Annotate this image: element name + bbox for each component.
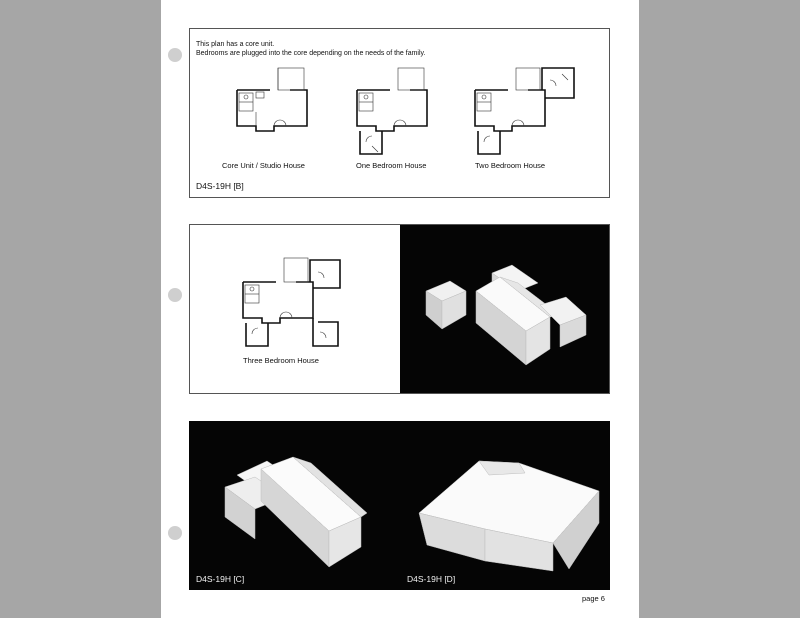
binder-hole	[168, 526, 182, 540]
one-bedroom-caption: One Bedroom House	[356, 161, 427, 170]
panel-code-c: D4S-19H [C]	[196, 574, 245, 584]
core-unit-floor-plan	[232, 66, 312, 138]
intro-text	[196, 40, 425, 58]
two-bedroom-floor-plan	[470, 66, 578, 158]
panel-code-b: D4S-19H [B]	[196, 181, 244, 191]
page-number: page 6	[582, 594, 605, 603]
three-bedroom-floor-plan	[238, 252, 346, 348]
model-photos-panel	[189, 421, 610, 590]
model-photo-c	[189, 421, 610, 590]
intro-line-2: Bedrooms are plugged into the core depending on the needs of the family.	[196, 50, 426, 57]
two-bedroom-caption: Two Bedroom House	[475, 161, 546, 170]
model-photo-a	[400, 225, 609, 393]
binder-hole	[168, 288, 182, 302]
panel-code-d: D4S-19H [D]	[407, 574, 456, 584]
binder-hole	[168, 48, 182, 62]
core-unit-caption: Core Unit / Studio House	[222, 161, 305, 170]
one-bedroom-floor-plan	[352, 66, 434, 158]
three-bedroom-caption: Three Bedroom House	[243, 356, 319, 365]
intro-line-1: This plan has a core unit.	[196, 41, 275, 48]
house-model-image	[400, 225, 609, 393]
